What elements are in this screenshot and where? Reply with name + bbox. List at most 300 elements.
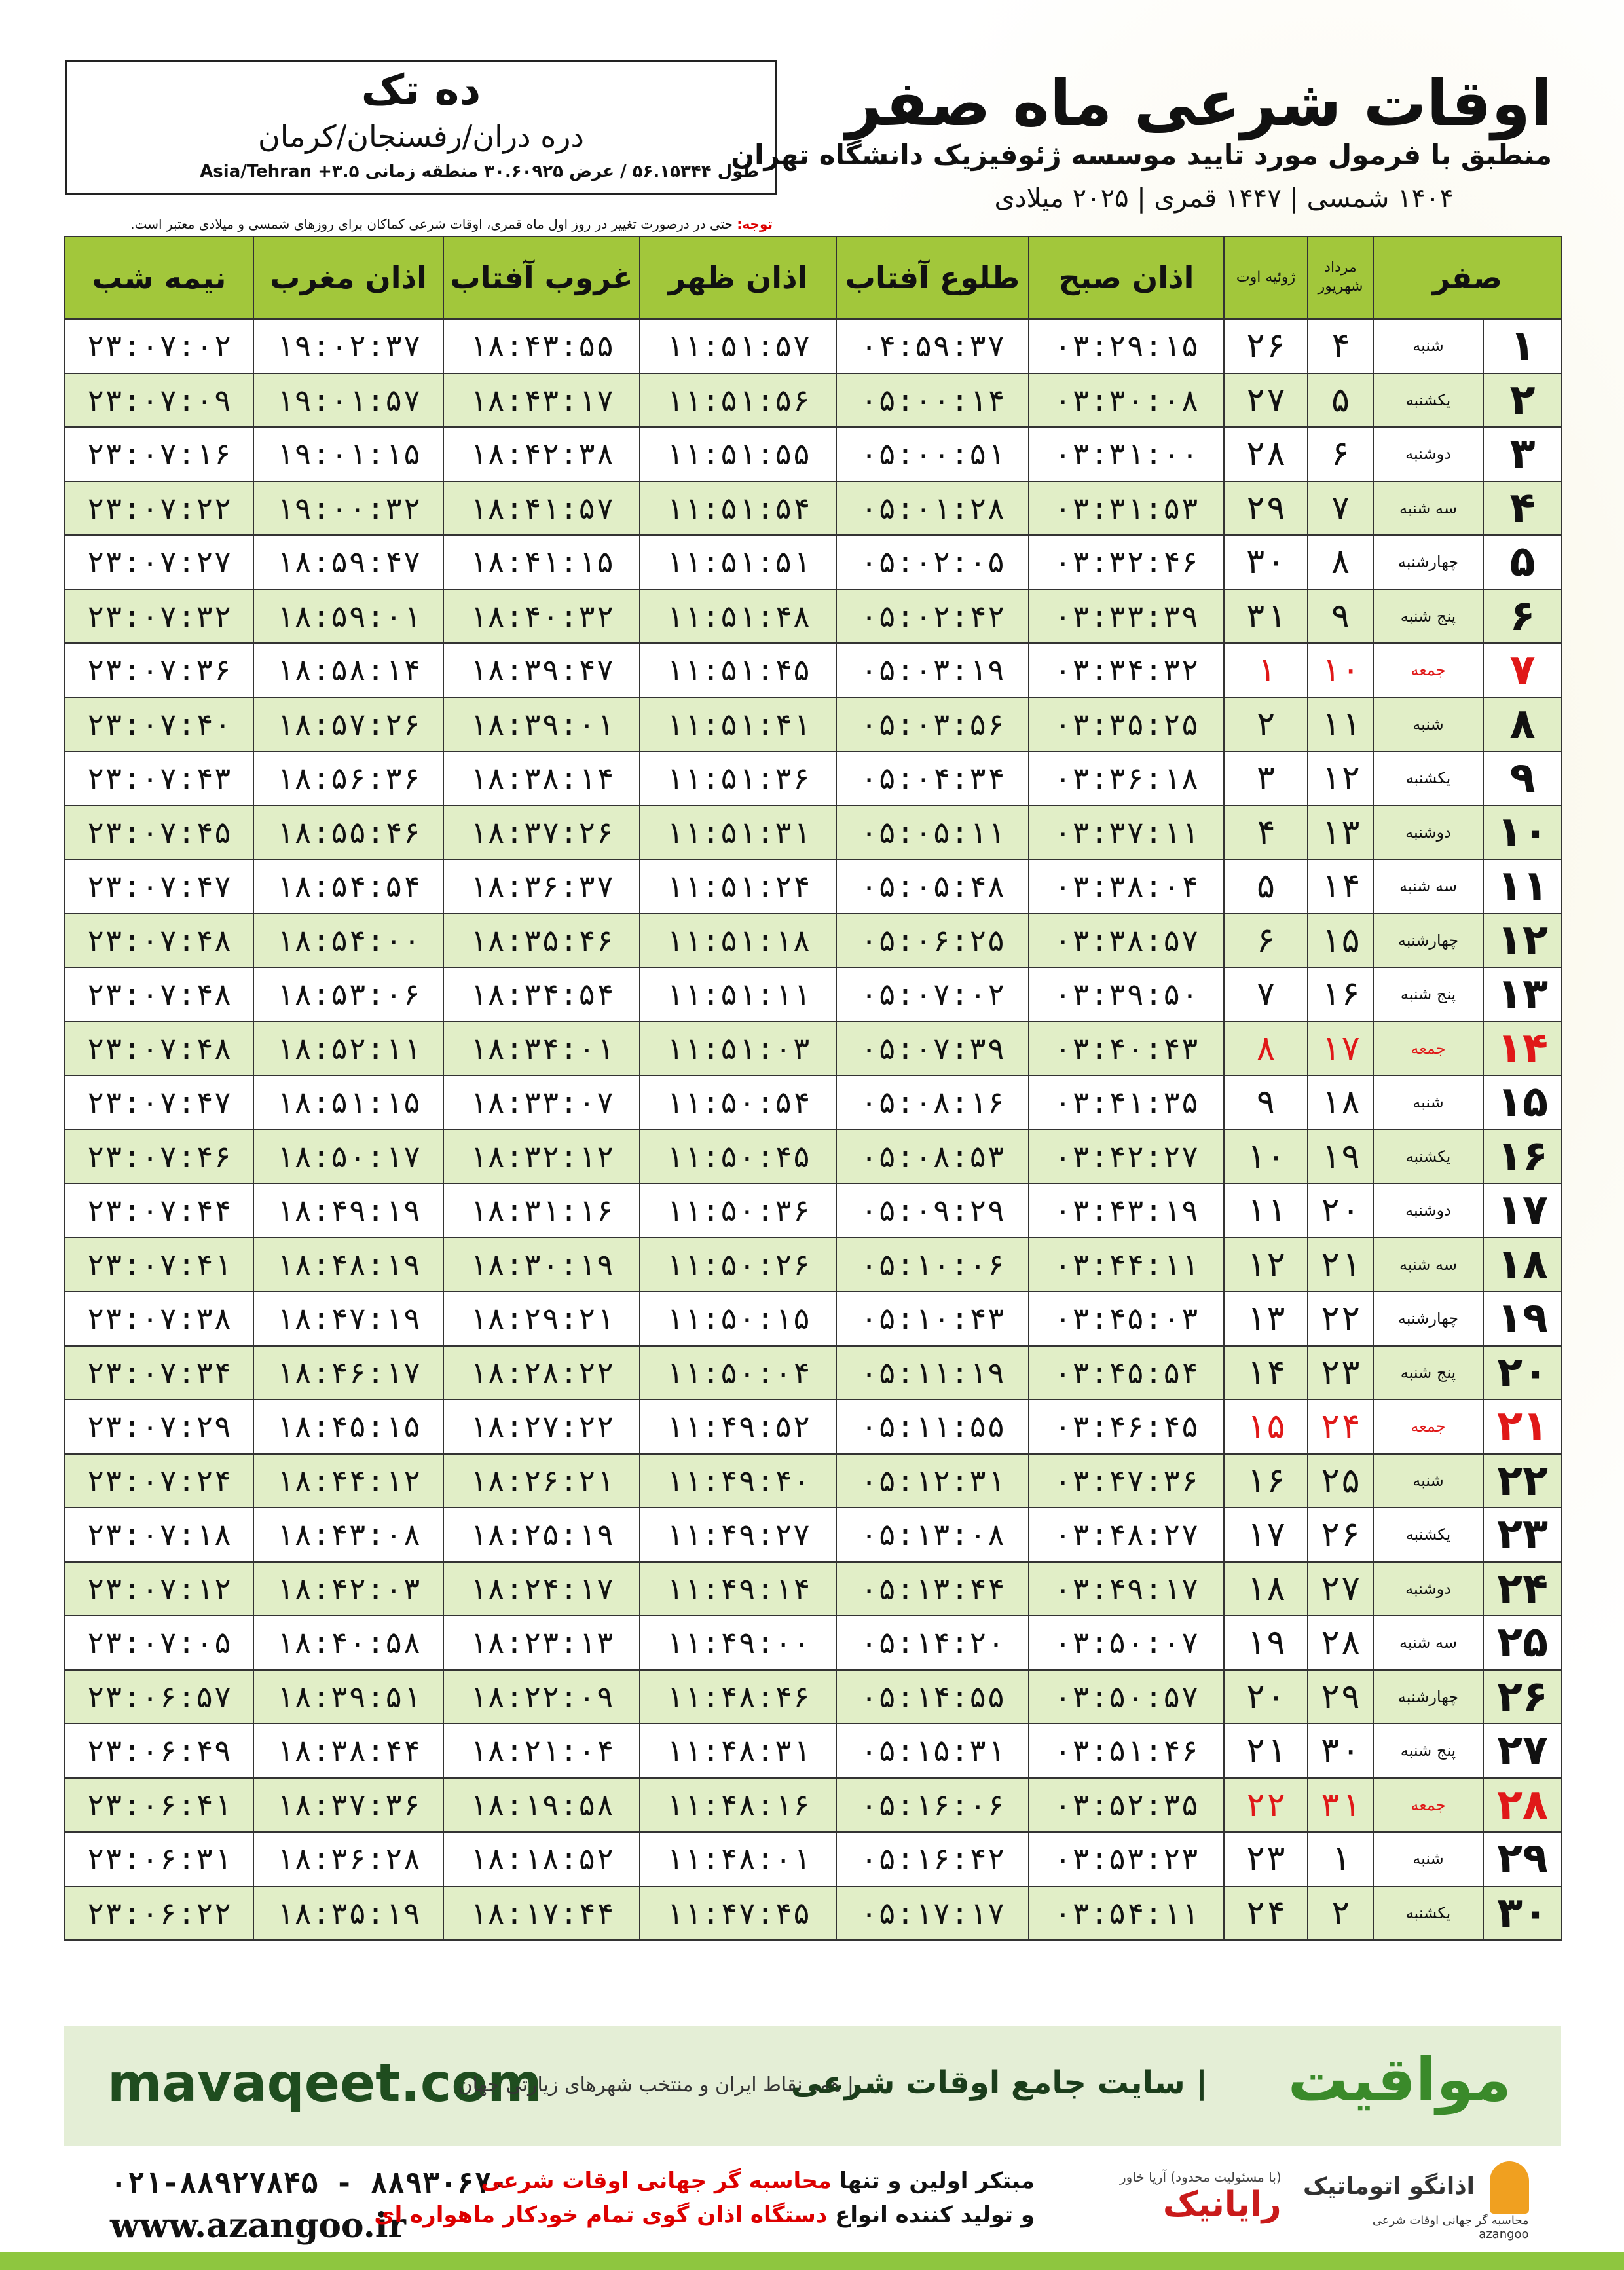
cell-sunrise: ۰۵:۱۷:۱۷	[836, 1886, 1029, 1941]
footer-line-1-a: مبتکر اولین و تنها	[839, 2168, 1035, 2194]
cell-sunrise: ۰۵:۰۵:۴۸	[836, 859, 1029, 914]
cell-day: ۵	[1483, 535, 1562, 589]
cell-greg: ۱۵	[1224, 1400, 1308, 1454]
cell-greg: ۱	[1224, 643, 1308, 698]
cell-day: ۱۷	[1483, 1183, 1562, 1238]
cell-weekday: یکشنبه	[1373, 751, 1483, 806]
cell-sunrise: ۰۵:۱۴:۲۰	[836, 1616, 1029, 1670]
table-row	[65, 1238, 1562, 1292]
cell-day: ۶	[1483, 589, 1562, 644]
cell-sunset: ۱۸:۱۷:۴۴	[443, 1886, 640, 1941]
cell-day: ۱۹	[1483, 1292, 1562, 1346]
cell-dhuhr: ۱۱:۴۸:۳۱	[640, 1724, 836, 1778]
table-row	[65, 1292, 1562, 1346]
cell-dhuhr: ۱۱:۴۷:۴۵	[640, 1886, 836, 1941]
table-row	[65, 589, 1562, 644]
cell-maghrib: ۱۸:۴۲:۰۳	[253, 1562, 443, 1616]
cell-weekday: یکشنبه	[1373, 1886, 1483, 1941]
cell-day: ۷	[1483, 643, 1562, 698]
cell-fajr: ۰۳:۴۲:۲۷	[1029, 1130, 1224, 1184]
cell-greg: ۷	[1224, 967, 1308, 1022]
cell-shamsi: ۱۵	[1308, 914, 1373, 968]
cell-sunrise: ۰۵:۱۴:۵۵	[836, 1670, 1029, 1724]
cell-sunrise: ۰۵:۰۷:۰۲	[836, 967, 1029, 1022]
cell-greg: ۱۸	[1224, 1562, 1308, 1616]
cell-sunrise: ۰۵:۰۳:۵۶	[836, 698, 1029, 752]
col-shamsi: مرداد شهریور	[1308, 236, 1373, 319]
cell-maghrib: ۱۸:۵۸:۱۴	[253, 643, 443, 698]
cell-sunset: ۱۸:۲۶:۲۱	[443, 1454, 640, 1508]
cell-day: ۲۶	[1483, 1670, 1562, 1724]
cell-shamsi: ۱۹	[1308, 1130, 1373, 1184]
cell-greg: ۲۲	[1224, 1778, 1308, 1833]
cell-greg: ۲	[1224, 698, 1308, 752]
cell-weekday: چهارشنبه	[1373, 1670, 1483, 1724]
cell-shamsi: ۱۶	[1308, 967, 1373, 1022]
cell-sunset: ۱۸:۲۹:۲۱	[443, 1292, 640, 1346]
cell-fajr: ۰۳:۴۱:۳۵	[1029, 1075, 1224, 1130]
cell-shamsi: ۷	[1308, 481, 1373, 536]
cell-fajr: ۰۳:۳۰:۰۸	[1029, 373, 1224, 428]
cell-midnight: ۲۳:۰۶:۲۲	[65, 1886, 253, 1941]
cell-weekday: پنج شنبه	[1373, 1346, 1483, 1400]
table-row	[65, 643, 1562, 698]
cell-fajr: ۰۳:۴۳:۱۹	[1029, 1183, 1224, 1238]
cell-shamsi: ۳۱	[1308, 1778, 1373, 1833]
col-fajr: اذان صبح	[1029, 236, 1224, 319]
cell-sunrise: ۰۵:۰۰:۵۱	[836, 427, 1029, 481]
cell-greg: ۴	[1224, 806, 1308, 860]
cell-sunrise: ۰۵:۱۱:۵۵	[836, 1400, 1029, 1454]
cell-maghrib: ۱۸:۵۴:۰۰	[253, 914, 443, 968]
cell-midnight: ۲۳:۰۷:۳۶	[65, 643, 253, 698]
cell-day: ۲۹	[1483, 1832, 1562, 1886]
cell-sunset: ۱۸:۲۳:۱۳	[443, 1616, 640, 1670]
cell-dhuhr: ۱۱:۵۰:۰۴	[640, 1346, 836, 1400]
cell-dhuhr: ۱۱:۵۱:۴۸	[640, 589, 836, 644]
cell-fajr: ۰۳:۴۷:۳۶	[1029, 1454, 1224, 1508]
cell-day: ۸	[1483, 698, 1562, 752]
cell-dhuhr: ۱۱:۵۰:۳۶	[640, 1183, 836, 1238]
cell-day: ۲۸	[1483, 1778, 1562, 1833]
cell-sunrise: ۰۵:۰۱:۲۸	[836, 481, 1029, 536]
table-row	[65, 1400, 1562, 1454]
cell-dhuhr: ۱۱:۵۱:۳۶	[640, 751, 836, 806]
cell-midnight: ۲۳:۰۷:۴۸	[65, 914, 253, 968]
cell-sunset: ۱۸:۴۱:۵۷	[443, 481, 640, 536]
cell-dhuhr: ۱۱:۵۱:۰۳	[640, 1022, 836, 1076]
banner-tagline: | سایت جامع اوقات شرعی	[791, 2064, 1208, 2101]
cell-day: ۱۸	[1483, 1238, 1562, 1292]
cell-shamsi: ۱۸	[1308, 1075, 1373, 1130]
cell-greg: ۳	[1224, 751, 1308, 806]
table-row	[65, 859, 1562, 914]
cell-dhuhr: ۱۱:۵۰:۲۶	[640, 1238, 836, 1292]
cell-greg: ۱۴	[1224, 1346, 1308, 1400]
cell-maghrib: ۱۹:۰۱:۱۵	[253, 427, 443, 481]
cell-sunset: ۱۸:۱۸:۵۲	[443, 1832, 640, 1886]
cell-day: ۴	[1483, 481, 1562, 536]
cell-dhuhr: ۱۱:۵۱:۳۱	[640, 806, 836, 860]
cell-maghrib: ۱۸:۵۲:۱۱	[253, 1022, 443, 1076]
minaret-icon	[1490, 2161, 1529, 2214]
cell-greg: ۲۸	[1224, 427, 1308, 481]
cell-maghrib: ۱۸:۴۹:۱۹	[253, 1183, 443, 1238]
cell-fajr: ۰۳:۴۴:۱۱	[1029, 1238, 1224, 1292]
cell-sunset: ۱۸:۴۰:۳۲	[443, 589, 640, 644]
cell-day: ۱۰	[1483, 806, 1562, 860]
cell-sunset: ۱۸:۳۳:۰۷	[443, 1075, 640, 1130]
cell-maghrib: ۱۸:۴۵:۱۵	[253, 1400, 443, 1454]
cell-shamsi: ۱۴	[1308, 859, 1373, 914]
cell-weekday: جمعه	[1373, 643, 1483, 698]
cell-maghrib: ۱۸:۵۷:۲۶	[253, 698, 443, 752]
cell-midnight: ۲۳:۰۶:۵۷	[65, 1670, 253, 1724]
table-row	[65, 535, 1562, 589]
cell-weekday: شنبه	[1373, 698, 1483, 752]
footer-line-2-b: دستگاه اذان گوی تمام خودکار ماهواره ای	[374, 2202, 828, 2228]
cell-day: ۱۱	[1483, 859, 1562, 914]
cell-maghrib: ۱۸:۴۷:۱۹	[253, 1292, 443, 1346]
azangoo-logo	[1303, 2161, 1529, 2241]
cell-midnight: ۲۳:۰۷:۰۲	[65, 319, 253, 373]
cell-fajr: ۰۳:۳۳:۳۹	[1029, 589, 1224, 644]
cell-shamsi: ۲۲	[1308, 1292, 1373, 1346]
cell-sunset: ۱۸:۲۸:۲۲	[443, 1346, 640, 1400]
cell-fajr: ۰۳:۴۹:۱۷	[1029, 1562, 1224, 1616]
cell-sunset: ۱۸:۲۷:۲۲	[443, 1400, 640, 1454]
cell-maghrib: ۱۸:۳۹:۵۱	[253, 1670, 443, 1724]
cell-day: ۲۳	[1483, 1508, 1562, 1562]
cell-day: ۲۲	[1483, 1454, 1562, 1508]
cell-weekday: جمعه	[1373, 1022, 1483, 1076]
cell-maghrib: ۱۸:۳۷:۳۶	[253, 1778, 443, 1833]
table-row	[65, 1832, 1562, 1886]
cell-midnight: ۲۳:۰۷:۱۲	[65, 1562, 253, 1616]
cell-dhuhr: ۱۱:۵۰:۱۵	[640, 1292, 836, 1346]
col-month: صفر	[1373, 236, 1562, 319]
cell-greg: ۸	[1224, 1022, 1308, 1076]
cell-greg: ۱۷	[1224, 1508, 1308, 1562]
table-row	[65, 1724, 1562, 1778]
bottom-bar	[0, 2252, 1624, 2270]
cell-weekday: چهارشنبه	[1373, 914, 1483, 968]
cell-dhuhr: ۱۱:۵۱:۵۱	[640, 535, 836, 589]
cell-sunrise: ۰۵:۱۱:۱۹	[836, 1346, 1029, 1400]
cell-shamsi: ۲۵	[1308, 1454, 1373, 1508]
cell-shamsi: ۴	[1308, 319, 1373, 373]
cell-weekday: یکشنبه	[1373, 1130, 1483, 1184]
cell-midnight: ۲۳:۰۷:۴۴	[65, 1183, 253, 1238]
location-title: ده تک	[361, 66, 481, 115]
table-row	[65, 1454, 1562, 1508]
table-row	[65, 481, 1562, 536]
cell-greg: ۲۴	[1224, 1886, 1308, 1941]
cell-weekday: سه شنبه	[1373, 1238, 1483, 1292]
cell-fajr: ۰۳:۴۶:۴۵	[1029, 1400, 1224, 1454]
cell-day: ۲	[1483, 373, 1562, 428]
table-row	[65, 1346, 1562, 1400]
cell-shamsi: ۹	[1308, 589, 1373, 644]
cell-shamsi: ۸	[1308, 535, 1373, 589]
page-title: اوقات شرعی ماه صفر	[845, 67, 1552, 140]
year-dates: ۱۴۰۴ شمسی | ۱۴۴۷ قمری | ۲۰۲۵ میلادی	[994, 183, 1454, 214]
cell-fajr: ۰۳:۵۲:۳۵	[1029, 1778, 1224, 1833]
table-row	[65, 1886, 1562, 1941]
cell-sunset: ۱۸:۳۲:۱۲	[443, 1130, 640, 1184]
azangoo-logo-sub: محاسبه گر جهانی اوقات شرعی	[1372, 2214, 1529, 2227]
cell-dhuhr: ۱۱:۵۱:۵۵	[640, 427, 836, 481]
note	[65, 216, 773, 232]
footer-line-2	[374, 2202, 1035, 2228]
cell-dhuhr: ۱۱:۴۹:۰۰	[640, 1616, 836, 1670]
cell-greg: ۲۱	[1224, 1724, 1308, 1778]
cell-fajr: ۰۳:۳۱:۰۰	[1029, 427, 1224, 481]
cell-sunrise: ۰۵:۱۶:۰۶	[836, 1778, 1029, 1833]
col-sunset: غروب آفتاب	[443, 236, 640, 319]
cell-weekday: پنج شنبه	[1373, 967, 1483, 1022]
cell-midnight: ۲۳:۰۷:۲۹	[65, 1400, 253, 1454]
cell-maghrib: ۱۸:۵۹:۰۱	[253, 589, 443, 644]
cell-greg: ۳۱	[1224, 589, 1308, 644]
cell-weekday: دوشنبه	[1373, 1562, 1483, 1616]
cell-greg: ۲۷	[1224, 373, 1308, 428]
cell-dhuhr: ۱۱:۵۱:۱۸	[640, 914, 836, 968]
cell-weekday: یکشنبه	[1373, 373, 1483, 428]
banner	[64, 2026, 1561, 2146]
cell-midnight: ۲۳:۰۶:۴۱	[65, 1778, 253, 1833]
table-row	[65, 1562, 1562, 1616]
cell-sunrise: ۰۵:۱۵:۳۱	[836, 1724, 1029, 1778]
cell-shamsi: ۲۰	[1308, 1183, 1373, 1238]
cell-greg: ۶	[1224, 914, 1308, 968]
cell-dhuhr: ۱۱:۵۱:۴۱	[640, 698, 836, 752]
cell-greg: ۱۱	[1224, 1183, 1308, 1238]
rayanik-logo-top: (با مسئولیت محدود) آریا خاور	[1120, 2169, 1282, 2185]
cell-day: ۳۰	[1483, 1886, 1562, 1941]
cell-maghrib: ۱۸:۵۹:۴۷	[253, 535, 443, 589]
cell-greg: ۱۳	[1224, 1292, 1308, 1346]
cell-weekday: دوشنبه	[1373, 806, 1483, 860]
cell-weekday: چهارشنبه	[1373, 1292, 1483, 1346]
cell-midnight: ۲۳:۰۷:۳۲	[65, 589, 253, 644]
cell-maghrib: ۱۹:۰۰:۳۲	[253, 481, 443, 536]
cell-weekday: جمعه	[1373, 1778, 1483, 1833]
cell-greg: ۵	[1224, 859, 1308, 914]
cell-midnight: ۲۳:۰۶:۴۹	[65, 1724, 253, 1778]
cell-greg: ۲۰	[1224, 1670, 1308, 1724]
cell-dhuhr: ۱۱:۴۹:۱۴	[640, 1562, 836, 1616]
cell-greg: ۳۰	[1224, 535, 1308, 589]
cell-weekday: شنبه	[1373, 1075, 1483, 1130]
cell-midnight: ۲۳:۰۷:۴۶	[65, 1130, 253, 1184]
azangoo-logo-latin: azangoo	[1479, 2227, 1529, 2241]
table-row	[65, 1130, 1562, 1184]
cell-day: ۱۶	[1483, 1130, 1562, 1184]
table-row	[65, 914, 1562, 968]
cell-shamsi: ۲۸	[1308, 1616, 1373, 1670]
footer-line-1	[481, 2168, 1035, 2194]
table-row	[65, 319, 1562, 373]
cell-weekday: یکشنبه	[1373, 1508, 1483, 1562]
cell-midnight: ۲۳:۰۷:۲۴	[65, 1454, 253, 1508]
rayanik-logo	[1120, 2169, 1282, 2224]
cell-greg: ۱۶	[1224, 1454, 1308, 1508]
col-sunrise: طلوع آفتاب	[836, 236, 1029, 319]
cell-fajr: ۰۳:۳۶:۱۸	[1029, 751, 1224, 806]
cell-fajr: ۰۳:۳۸:۵۷	[1029, 914, 1224, 968]
cell-sunrise: ۰۵:۱۶:۴۲	[836, 1832, 1029, 1886]
note-text: حتی در درصورت تغییر در روز اول ماه قمری، اوقات شرعی کماکان برای روزهای شمسی و میلادی معتبر است.	[130, 216, 733, 232]
cell-maghrib: ۱۸:۵۳:۰۶	[253, 967, 443, 1022]
cell-sunrise: ۰۵:۰۶:۲۵	[836, 914, 1029, 968]
cell-midnight: ۲۳:۰۶:۳۱	[65, 1832, 253, 1886]
cell-midnight: ۲۳:۰۷:۴۸	[65, 967, 253, 1022]
cell-shamsi: ۲	[1308, 1886, 1373, 1941]
table-header-row	[65, 236, 1562, 319]
note-label: توجه:	[737, 216, 773, 232]
cell-shamsi: ۱۳	[1308, 806, 1373, 860]
cell-fajr: ۰۳:۴۵:۰۳	[1029, 1292, 1224, 1346]
cell-maghrib: ۱۸:۴۶:۱۷	[253, 1346, 443, 1400]
cell-sunset: ۱۸:۴۱:۱۵	[443, 535, 640, 589]
banner-url[interactable]: mavaqeet.com	[107, 2053, 542, 2113]
cell-fajr: ۰۳:۳۱:۵۳	[1029, 481, 1224, 536]
table-row	[65, 1183, 1562, 1238]
cell-midnight: ۲۳:۰۷:۲۷	[65, 535, 253, 589]
table-row	[65, 806, 1562, 860]
cell-sunrise: ۰۵:۱۰:۰۶	[836, 1238, 1029, 1292]
cell-dhuhr: ۱۱:۵۱:۵۷	[640, 319, 836, 373]
cell-sunrise: ۰۵:۰۳:۱۹	[836, 643, 1029, 698]
cell-fajr: ۰۳:۳۲:۴۶	[1029, 535, 1224, 589]
cell-dhuhr: ۱۱:۴۸:۰۱	[640, 1832, 836, 1886]
cell-greg: ۲۳	[1224, 1832, 1308, 1886]
cell-sunrise: ۰۵:۰۸:۵۳	[836, 1130, 1029, 1184]
cell-shamsi: ۲۹	[1308, 1670, 1373, 1724]
cell-fajr: ۰۳:۵۰:۵۷	[1029, 1670, 1224, 1724]
cell-sunrise: ۰۴:۵۹:۳۷	[836, 319, 1029, 373]
cell-maghrib: ۱۸:۳۸:۴۴	[253, 1724, 443, 1778]
cell-weekday: دوشنبه	[1373, 1183, 1483, 1238]
cell-weekday: چهارشنبه	[1373, 535, 1483, 589]
cell-fajr: ۰۳:۴۰:۴۳	[1029, 1022, 1224, 1076]
cell-weekday: پنج شنبه	[1373, 589, 1483, 644]
cell-greg: ۱۰	[1224, 1130, 1308, 1184]
cell-day: ۳	[1483, 427, 1562, 481]
table-row	[65, 1778, 1562, 1833]
cell-fajr: ۰۳:۳۸:۰۴	[1029, 859, 1224, 914]
cell-day: ۲۱	[1483, 1400, 1562, 1454]
cell-sunset: ۱۸:۳۱:۱۶	[443, 1183, 640, 1238]
cell-fajr: ۰۳:۴۸:۲۷	[1029, 1508, 1224, 1562]
cell-maghrib: ۱۹:۰۲:۳۷	[253, 319, 443, 373]
cell-weekday: جمعه	[1373, 1400, 1483, 1454]
cell-sunset: ۱۸:۴۳:۵۵	[443, 319, 640, 373]
cell-shamsi: ۱۲	[1308, 751, 1373, 806]
cell-dhuhr: ۱۱:۴۹:۲۷	[640, 1508, 836, 1562]
cell-maghrib: ۱۸:۵۶:۳۶	[253, 751, 443, 806]
cell-dhuhr: ۱۱:۴۹:۵۲	[640, 1400, 836, 1454]
footer-line-1-b: محاسبه گر جهانی اوقات شرعی	[481, 2168, 832, 2194]
cell-sunrise: ۰۵:۱۰:۴۳	[836, 1292, 1029, 1346]
table-row	[65, 1616, 1562, 1670]
cell-midnight: ۲۳:۰۷:۴۷	[65, 1075, 253, 1130]
cell-maghrib: ۱۸:۳۵:۱۹	[253, 1886, 443, 1941]
cell-midnight: ۲۳:۰۷:۳۸	[65, 1292, 253, 1346]
cell-midnight: ۲۳:۰۷:۴۳	[65, 751, 253, 806]
cell-fajr: ۰۳:۳۵:۲۵	[1029, 698, 1224, 752]
cell-day: ۱۲	[1483, 914, 1562, 968]
cell-fajr: ۰۳:۳۷:۱۱	[1029, 806, 1224, 860]
cell-weekday: شنبه	[1373, 1832, 1483, 1886]
cell-sunrise: ۰۵:۰۰:۱۴	[836, 373, 1029, 428]
cell-midnight: ۲۳:۰۷:۴۰	[65, 698, 253, 752]
cell-sunset: ۱۸:۲۲:۰۹	[443, 1670, 640, 1724]
col-dhuhr: اذان ظهر	[640, 236, 836, 319]
cell-day: ۱۴	[1483, 1022, 1562, 1076]
cell-midnight: ۲۳:۰۷:۰۵	[65, 1616, 253, 1670]
azangoo-logo-name: اذانگو اتوماتیک	[1303, 2173, 1475, 2200]
cell-sunrise: ۰۵:۰۵:۱۱	[836, 806, 1029, 860]
cell-maghrib: ۱۹:۰۱:۵۷	[253, 373, 443, 428]
footer-line-2-a: و تولید کننده انواع	[835, 2202, 1035, 2228]
cell-shamsi: ۵	[1308, 373, 1373, 428]
cell-sunset: ۱۸:۳۴:۵۴	[443, 967, 640, 1022]
col-gregorian: ژوئیه اوت	[1224, 236, 1308, 319]
cell-fajr: ۰۳:۴۵:۵۴	[1029, 1346, 1224, 1400]
cell-shamsi: ۱۰	[1308, 643, 1373, 698]
cell-midnight: ۲۳:۰۷:۴۵	[65, 806, 253, 860]
cell-midnight: ۲۳:۰۷:۴۷	[65, 859, 253, 914]
cell-sunrise: ۰۵:۰۷:۳۹	[836, 1022, 1029, 1076]
table-row	[65, 1508, 1562, 1562]
cell-midnight: ۲۳:۰۷:۳۴	[65, 1346, 253, 1400]
cell-dhuhr: ۱۱:۴۸:۱۶	[640, 1778, 836, 1833]
cell-sunrise: ۰۵:۰۲:۰۵	[836, 535, 1029, 589]
cell-sunset: ۱۸:۲۱:۰۴	[443, 1724, 640, 1778]
cell-dhuhr: ۱۱:۵۱:۵۴	[640, 481, 836, 536]
cell-maghrib: ۱۸:۴۴:۱۲	[253, 1454, 443, 1508]
cell-maghrib: ۱۸:۴۰:۵۸	[253, 1616, 443, 1670]
cell-midnight: ۲۳:۰۷:۰۹	[65, 373, 253, 428]
cell-sunrise: ۰۵:۱۳:۰۸	[836, 1508, 1029, 1562]
cell-weekday: سه شنبه	[1373, 859, 1483, 914]
location-subtitle: دره دران/رفسنجان/کرمان	[257, 119, 584, 154]
cell-shamsi: ۲۶	[1308, 1508, 1373, 1562]
cell-dhuhr: ۱۱:۴۹:۴۰	[640, 1454, 836, 1508]
cell-sunrise: ۰۵:۰۹:۲۹	[836, 1183, 1029, 1238]
cell-sunrise: ۰۵:۱۳:۴۴	[836, 1562, 1029, 1616]
cell-day: ۲۷	[1483, 1724, 1562, 1778]
footer-website[interactable]: www.azangoo.ir	[110, 2206, 406, 2246]
cell-sunrise: ۰۵:۰۸:۱۶	[836, 1075, 1029, 1130]
cell-midnight: ۲۳:۰۷:۴۸	[65, 1022, 253, 1076]
cell-shamsi: ۱۷	[1308, 1022, 1373, 1076]
cell-dhuhr: ۱۱:۵۰:۴۵	[640, 1130, 836, 1184]
cell-sunrise: ۰۵:۰۲:۴۲	[836, 589, 1029, 644]
cell-sunset: ۱۸:۳۴:۰۱	[443, 1022, 640, 1076]
cell-weekday: شنبه	[1373, 1454, 1483, 1508]
prayer-times-table	[64, 236, 1561, 1972]
cell-sunset: ۱۸:۲۴:۱۷	[443, 1562, 640, 1616]
cell-maghrib: ۱۸:۴۸:۱۹	[253, 1238, 443, 1292]
cell-midnight: ۲۳:۰۷:۴۱	[65, 1238, 253, 1292]
cell-shamsi: ۲۱	[1308, 1238, 1373, 1292]
col-maghrib: اذان مغرب	[253, 236, 443, 319]
cell-sunset: ۱۸:۲۵:۱۹	[443, 1508, 640, 1562]
cell-shamsi: ۳۰	[1308, 1724, 1373, 1778]
